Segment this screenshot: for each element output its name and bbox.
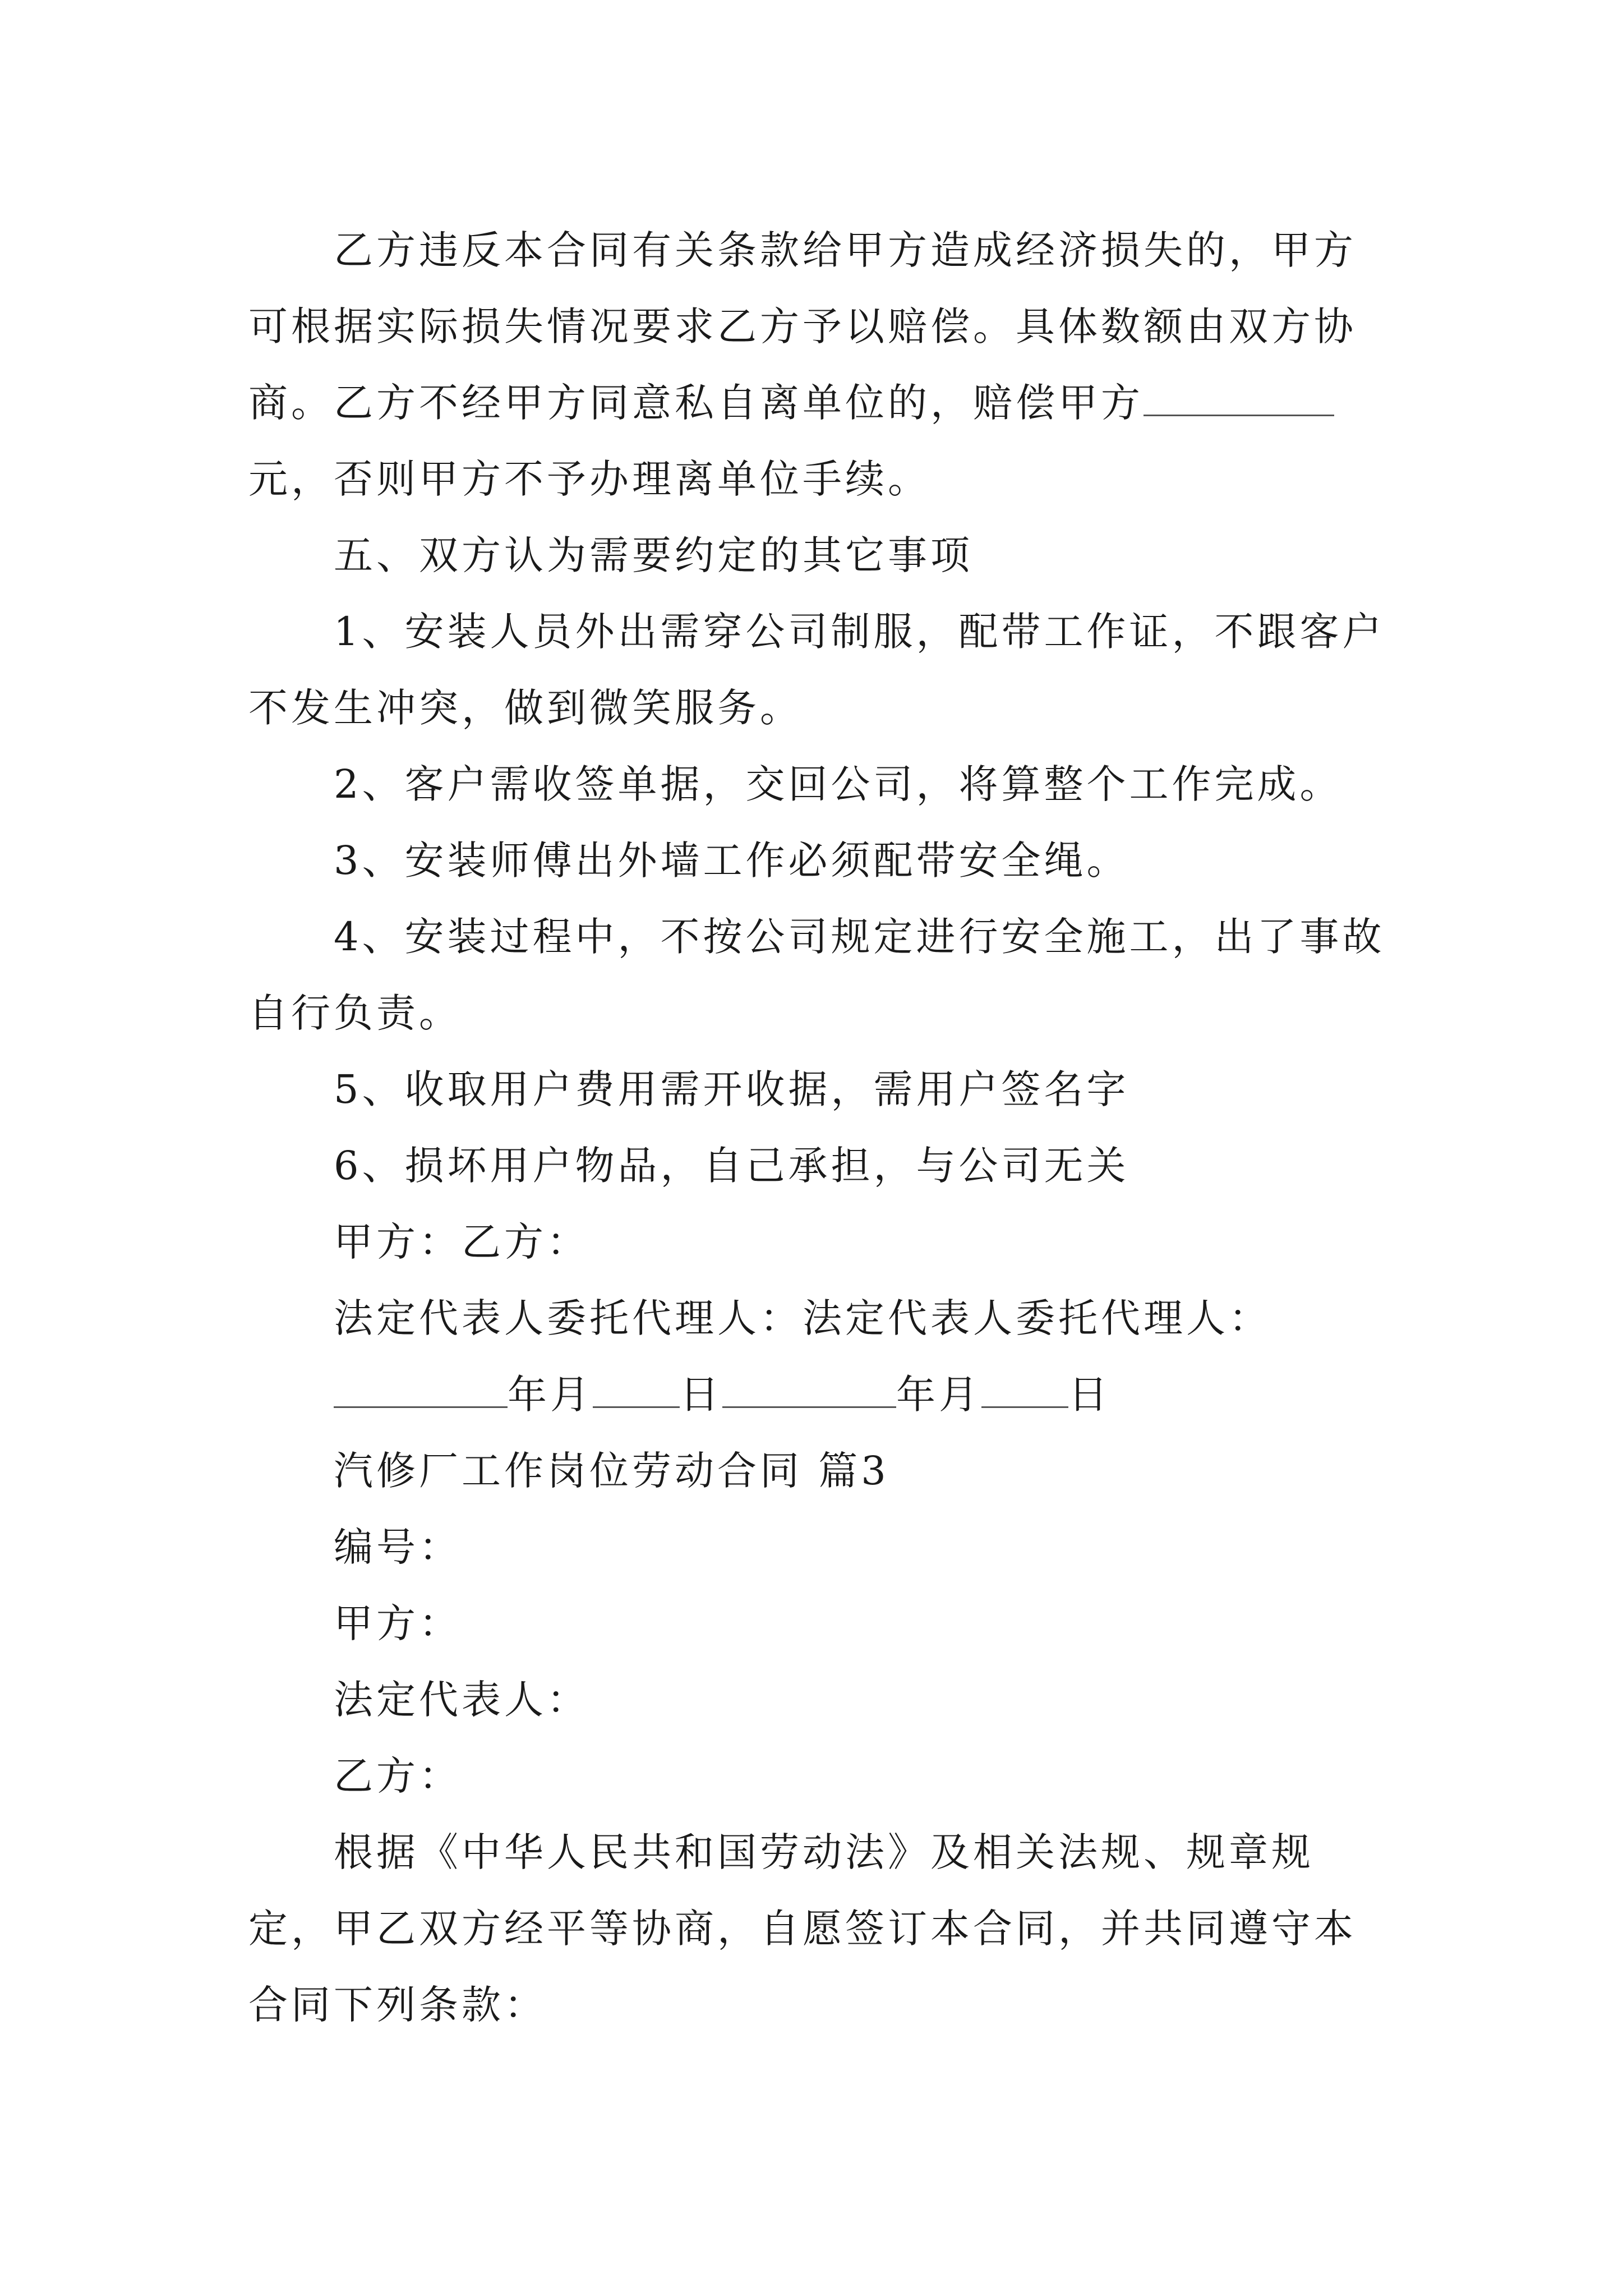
representative-line: 法定代表人委托代理人：法定代表人委托代理人： [334, 1295, 1271, 1341]
section-five-heading: 五、双方认为需要约定的其它事项 [334, 532, 973, 578]
preamble: 根据《中华人民共和国劳动法》及相关法规、规章规定，甲乙双方经平等协商，自愿签订本合同，并共同遵守本合同下列条款： [248, 1829, 1357, 2028]
day-blank-2[interactable] [981, 1372, 1068, 1408]
day-label-2: 日 [1068, 1372, 1111, 1418]
contract-title: 汽修厂工作岗位劳动合同 篇3 [334, 1448, 889, 1494]
item-1: 1、安装人员外出需穿公司制服，配带工作证，不跟客户不发生冲突，做到微笑服务。 [248, 609, 1385, 731]
party-b: 乙方： [334, 1753, 462, 1799]
month-label-2: 月 [939, 1372, 981, 1418]
year-label-1: 年 [508, 1372, 550, 1418]
day-label-1: 日 [680, 1372, 722, 1418]
amount-blank[interactable] [1144, 380, 1334, 416]
year-label-2: 年 [896, 1372, 939, 1418]
month-label-1: 月 [550, 1372, 593, 1418]
document-body [248, 212, 1386, 2043]
compensation-tail: 元，否则甲方不予办理离单位手续。 [248, 456, 930, 502]
year-blank-2[interactable] [722, 1372, 896, 1408]
year-blank-1[interactable] [334, 1372, 508, 1408]
date-line [248, 1356, 1386, 1433]
item-3: 3、安装师傅出外墙工作必须配带安全绳。 [334, 838, 1129, 884]
party-a: 甲方： [334, 1600, 462, 1646]
item-4: 4、安装过程中，不按公司规定进行安全施工，出了事故自行负责。 [248, 914, 1385, 1036]
legal-representative: 法定代表人： [334, 1677, 589, 1723]
contract-number: 编号： [334, 1524, 462, 1570]
day-blank-1[interactable] [593, 1372, 680, 1408]
item-6: 6、损坏用户物品，自己承担，与公司无关 [334, 1143, 1129, 1189]
compensation-text: 乙方违反本合同有关条款给甲方造成经济损失的，甲方可根据实际损失情况要求乙方予以赔偿。具体数额由双方协商。乙方不经甲方同意私自离单位的，赔偿甲方 [248, 227, 1357, 426]
item-5: 5、收取用户费用需开收据，需用户签名字 [334, 1066, 1129, 1112]
paragraph-compensation [248, 212, 1386, 517]
party-signature-line: 甲方：乙方： [334, 1219, 589, 1265]
item-2: 2、客户需收签单据，交回公司，将算整个工作完成。 [334, 761, 1343, 807]
